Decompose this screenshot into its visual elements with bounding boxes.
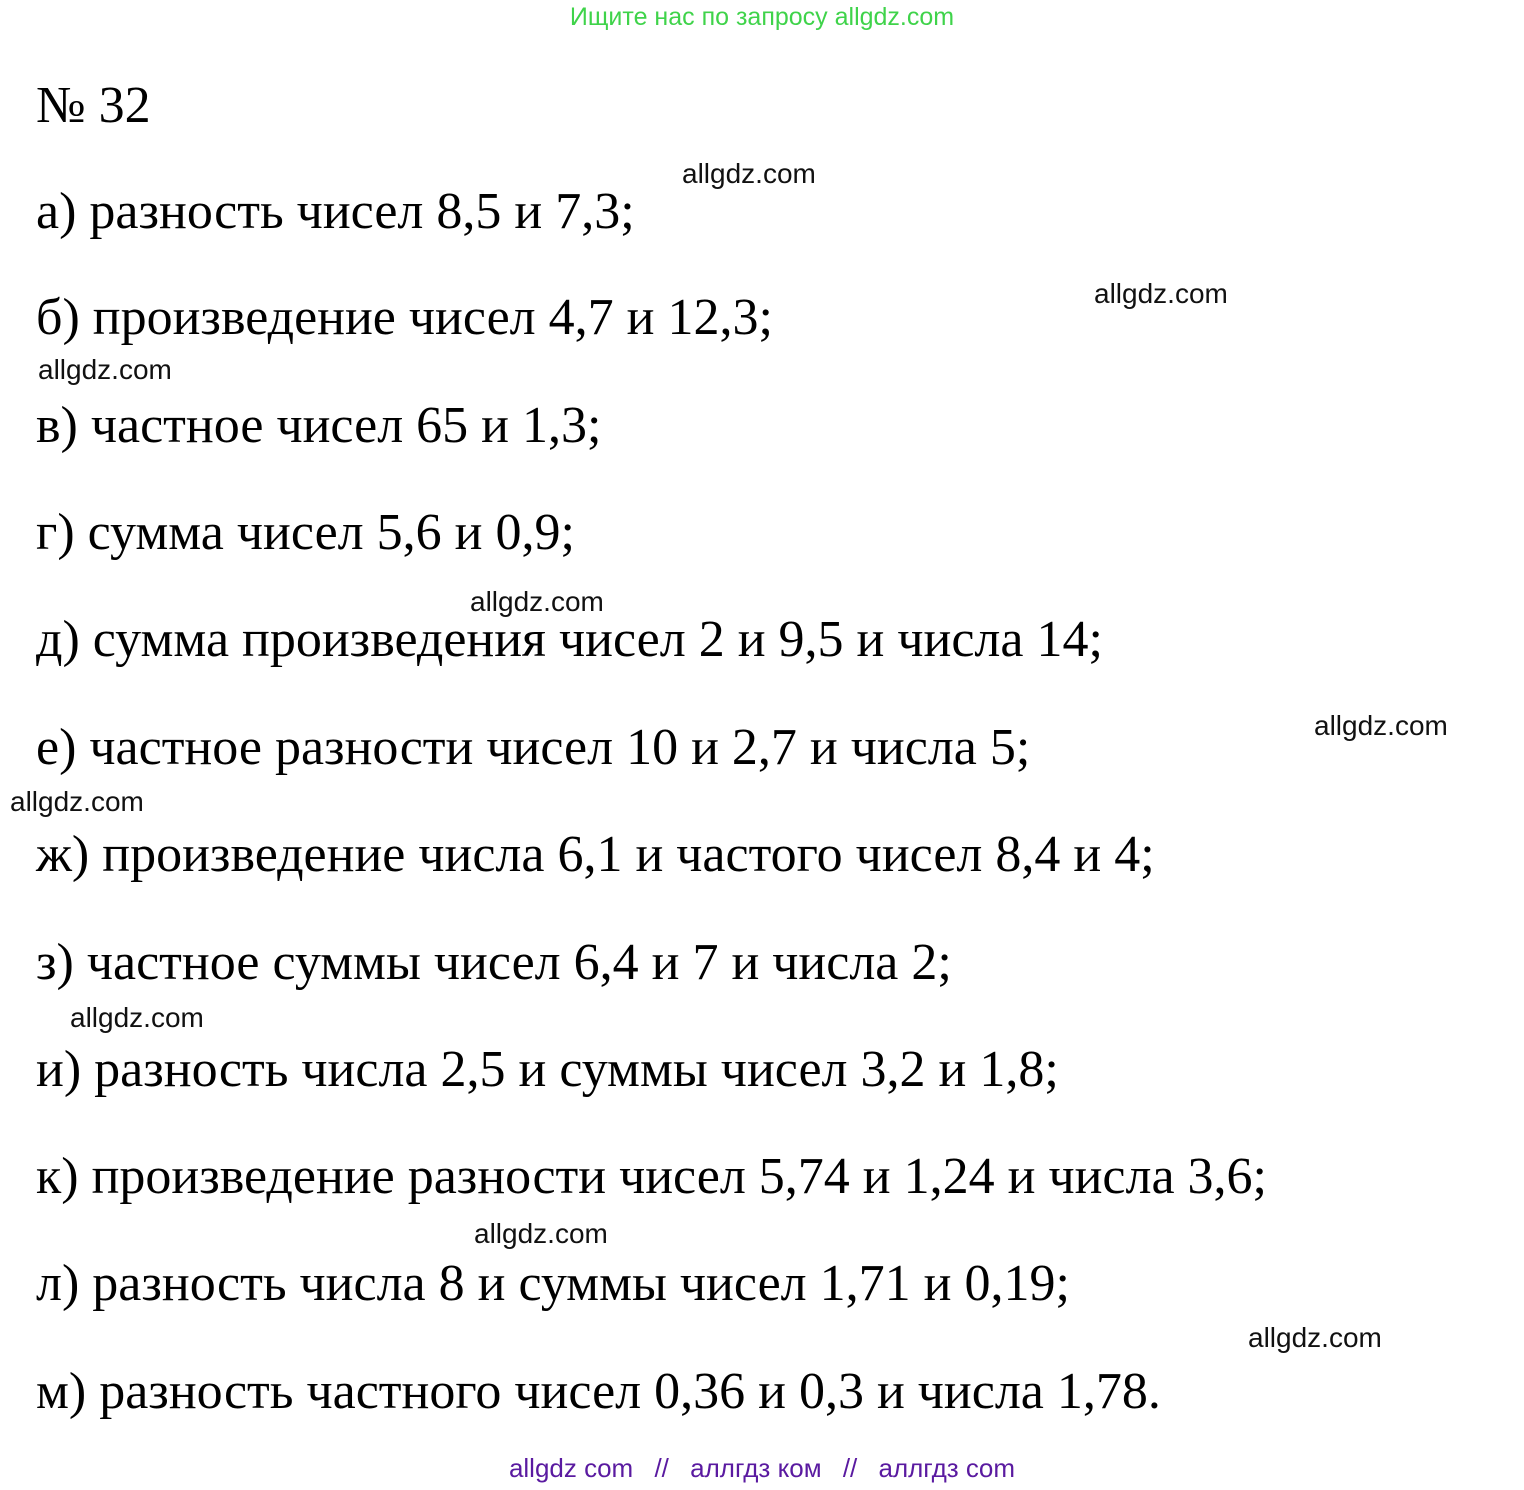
problem-item-b: б) произведение чисел 4,7 и 12,3;	[36, 289, 773, 346]
page-title: № 32	[36, 77, 151, 134]
watermark: allgdz.com	[10, 786, 144, 817]
problem-item-e: е) частное разности чисел 10 и 2,7 и числа 5;	[36, 719, 1031, 776]
footer-link-allgdz-kom-cyrillic[interactable]: аллгдз ком	[690, 1453, 822, 1483]
problem-item-i: и) разность числа 2,5 и суммы чисел 3,2 и 1,8;	[36, 1041, 1059, 1098]
watermark: allgdz.com	[38, 354, 172, 385]
footer-links	[0, 1452, 1524, 1484]
watermark: allgdz.com	[1248, 1322, 1382, 1353]
problem-item-m: м) разность частного чисел 0,36 и 0,3 и числа 1,78.	[36, 1363, 1161, 1420]
problem-item-g: г) сумма чисел 5,6 и 0,9;	[36, 504, 575, 561]
watermark: allgdz.com	[470, 586, 604, 617]
problem-item-v: в) частное чисел 65 и 1,3;	[36, 397, 602, 454]
watermark: allgdz.com	[682, 158, 816, 189]
footer-link-allgdz-com-cyrillic[interactable]: аллгдз com	[878, 1453, 1016, 1483]
problem-item-a: а) разность чисел 8,5 и 7,3;	[36, 183, 635, 240]
problem-item-z: з) частное суммы чисел 6,4 и 7 и числа 2;	[36, 934, 952, 991]
watermark: allgdz.com	[474, 1218, 608, 1249]
footer-separator: //	[654, 1453, 669, 1483]
watermark: allgdz.com	[1094, 278, 1228, 309]
problem-item-k: к) произведение разности чисел 5,74 и 1,24 и числа 3,6;	[36, 1148, 1267, 1205]
footer-separator: //	[842, 1453, 858, 1483]
footer-link-allgdz-com[interactable]: allgdz com	[508, 1453, 634, 1483]
watermark: allgdz.com	[1314, 710, 1448, 741]
problem-item-zh: ж) произведение числа 6,1 и частого чисел 8,4 и 4;	[36, 826, 1155, 883]
problem-item-d: д) сумма произведения чисел 2 и 9,5 и числа 14;	[36, 611, 1103, 668]
header-banner: Ищите нас по запросу allgdz.com	[569, 3, 955, 31]
watermark: allgdz.com	[70, 1002, 204, 1033]
problem-item-l: л) разность числа 8 и суммы чисел 1,71 и 0,19;	[36, 1255, 1070, 1312]
